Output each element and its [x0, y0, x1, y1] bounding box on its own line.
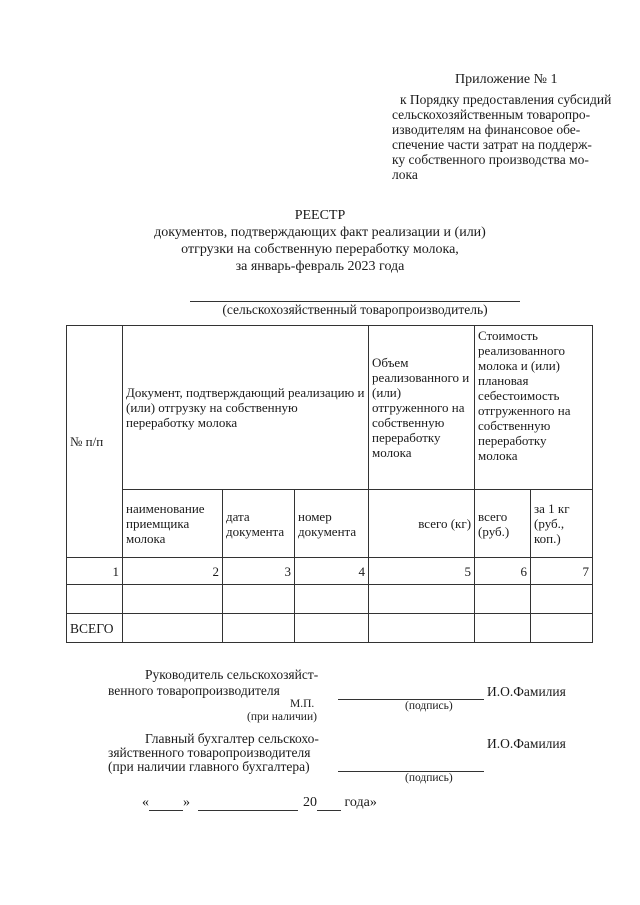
subheader-receiver: наименование приемщика молока [123, 490, 223, 558]
index-cell: 7 [531, 558, 593, 585]
document-period: за январь-февраль 2023 года [235, 259, 405, 274]
date-year-prefix: 20 [303, 795, 317, 810]
subheader-total-kg: всего (кг) [369, 490, 475, 558]
table-subheader-row [67, 490, 593, 558]
table-total-row [67, 614, 593, 643]
stamp-label: М.П. [290, 698, 315, 710]
table-row [67, 585, 593, 614]
table-cell[interactable] [123, 614, 223, 643]
appendix-title: Приложение № 1 [455, 72, 558, 87]
table-cell[interactable] [123, 585, 223, 614]
document-subtitle-line: документов, подтверждающих факт реализации и (или) [154, 225, 486, 240]
accountant-title-line: (при наличии главного бухгалтера) [108, 759, 310, 774]
registry-table [66, 325, 593, 643]
appendix-line: ку собственного производства мо- [392, 152, 589, 167]
accountant-name: И.О.Фамилия [487, 736, 566, 751]
head-signature-caption: (подпись) [405, 700, 453, 712]
table-cell[interactable] [67, 585, 123, 614]
table-cell[interactable] [475, 585, 531, 614]
subheader-per-kg: за 1 кг (руб., коп.) [531, 490, 593, 558]
date-line [142, 795, 377, 811]
table-cell[interactable] [531, 614, 593, 643]
table-cell[interactable] [295, 585, 369, 614]
date-year-field[interactable] [317, 796, 341, 811]
table-cell[interactable] [369, 614, 475, 643]
date-open-quote: « [142, 795, 149, 810]
date-month-field[interactable] [198, 796, 298, 811]
appendix-line: изводителям на финансовое обе- [392, 122, 581, 137]
document-subtitle-line: отгрузки на собственную переработку молока, [181, 242, 459, 257]
table-cell[interactable] [223, 585, 295, 614]
subheader-total-rub: всего (руб.) [475, 490, 531, 558]
table-cell[interactable] [369, 585, 475, 614]
table-cell[interactable] [475, 614, 531, 643]
stamp-note: (при наличии) [247, 711, 317, 723]
date-close-quote: » [183, 795, 190, 810]
table-cell[interactable] [295, 614, 369, 643]
header-cost: Стоимость реализованного молока и (или) плановая себестоимость отгруженного на собственную переработку молока [475, 326, 593, 490]
table-cell[interactable] [531, 585, 593, 614]
subheader-date: дата документа [223, 490, 295, 558]
total-label: ВСЕГО [67, 614, 123, 643]
header-document: Документ, подтверждающий реализацию и (или) отгрузку на собственную переработку молока [123, 326, 369, 490]
producer-caption: (сельскохозяйственный товаропроизводитель) [222, 302, 488, 317]
header-volume: Объем реализованного и (или) отгруженного на собственную переработку молока [369, 326, 475, 490]
table-cell[interactable] [223, 614, 295, 643]
date-day-field[interactable] [149, 796, 183, 811]
header-num: № п/п [67, 326, 123, 558]
table-header-row [67, 326, 593, 490]
index-cell: 4 [295, 558, 369, 585]
subheader-number: номер документа [295, 490, 369, 558]
index-cell: 2 [123, 558, 223, 585]
accountant-title-line: зяйственного товаропроизводителя [108, 745, 311, 760]
appendix-text [392, 92, 620, 182]
head-title-line: Руководитель сельскохозяйст- [145, 667, 319, 682]
appendix-line: сельскохозяйственным товаропро- [392, 107, 591, 122]
index-cell: 6 [475, 558, 531, 585]
index-cell: 5 [369, 558, 475, 585]
accountant-title-line: Главный бухгалтер сельскохо- [145, 731, 319, 746]
appendix-line: к Порядку предоставления субсидий [400, 92, 612, 107]
accountant-signature-caption: (подпись) [405, 772, 453, 784]
date-year-suffix: года» [344, 795, 377, 810]
index-cell: 3 [223, 558, 295, 585]
appendix-line: спечение части затрат на поддерж- [392, 137, 592, 152]
table-index-row [67, 558, 593, 585]
head-name: И.О.Фамилия [487, 684, 566, 699]
index-cell: 1 [67, 558, 123, 585]
head-title-line: венного товаропроизводителя [108, 683, 280, 698]
appendix-line: лока [392, 167, 418, 182]
document-title: РЕЕСТР [294, 208, 346, 223]
